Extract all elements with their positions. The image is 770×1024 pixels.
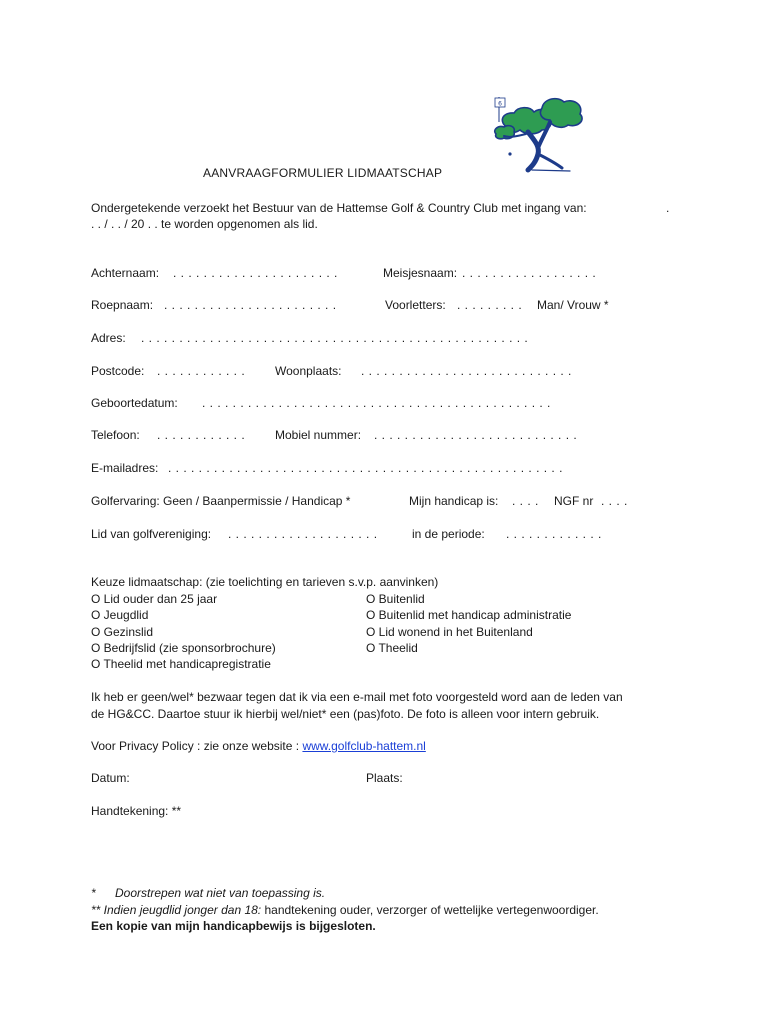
email-field[interactable]: . . . . . . . . . . . . . . . . . . . . . . . . . . . . . . . . . . . . . . . . . . . . . . . . . . . . — [168, 461, 563, 475]
flag-number: 6 — [498, 100, 502, 108]
privacy-policy — [91, 739, 426, 754]
achternaam-field[interactable]: . . . . . . . . . . . . . . . . . . . . . . — [173, 266, 338, 280]
membership-option[interactable]: O Buitenlid met handicap administratie — [366, 608, 572, 622]
footnote-2-italic: ** Indien jeugdlid jonger dan 18: — [91, 903, 262, 917]
woonplaats-label: Woonplaats: — [275, 364, 342, 378]
telefoon-field[interactable]: . . . . . . . . . . . . — [157, 428, 246, 442]
woonplaats-field[interactable]: . . . . . . . . . . . . . . . . . . . . . . . . . . . . — [361, 364, 572, 378]
form-title: AANVRAAGFORMULIER LIDMAATSCHAP — [203, 166, 443, 180]
handtekening-label: Handtekening: ** — [91, 804, 182, 818]
ngf-field[interactable]: . . . . — [601, 494, 628, 508]
meisjesnaam-label: Meisjesnaam: — [383, 266, 458, 280]
handicap-field[interactable]: . . . . — [512, 494, 539, 508]
intro-line-2: . . / . . / 20 . . te worden opgenomen als lid. — [91, 217, 318, 231]
meisjesnaam-field[interactable]: . . . . . . . . . . . . . . . . . . — [462, 266, 597, 280]
photo-consent-line-1: Ik heb er geen/wel* bezwaar tegen dat ik via een e-mail met foto voorgesteld word aan de leden van — [91, 690, 623, 704]
mobiel-field[interactable]: . . . . . . . . . . . . . . . . . . . . . . . . . . . — [374, 428, 578, 442]
roepnaam-field[interactable]: . . . . . . . . . . . . . . . . . . . . . . . — [164, 298, 337, 312]
intro-line-1: Ondergetekende verzoekt het Bestuur van de Hattemse Golf & Country Club met ingang van: — [91, 201, 587, 215]
voorletters-field[interactable]: . . . . . . . . . — [457, 298, 523, 312]
achternaam-label: Achternaam: — [91, 266, 160, 280]
golfervaring-choice[interactable]: Golfervaring: Geen / Baanpermissie / Handicap * — [91, 494, 351, 508]
photo-consent-line-2: de HG&CC. Daartoe stuur ik hierbij wel/niet* een (pas)foto. De foto is alleen voor intern gebruik. — [91, 707, 600, 721]
handicap-copy-note: Een kopie van mijn handicapbewijs is bijgesloten. — [91, 919, 376, 933]
membership-option[interactable]: O Buitenlid — [366, 592, 425, 606]
footnote-1: Doorstrepen wat niet van toepassing is. — [115, 886, 326, 900]
adres-field[interactable]: . . . . . . . . . . . . . . . . . . . . . . . . . . . . . . . . . . . . . . . . . . . . . . . . . . . — [141, 331, 529, 345]
intro-line-1-dot: . — [666, 201, 670, 215]
postcode-label: Postcode: — [91, 364, 145, 378]
plaats-label: Plaats: — [366, 771, 403, 785]
email-label: E-mailadres: — [91, 461, 159, 475]
privacy-text: Voor Privacy Policy : zie onze website : — [91, 739, 303, 753]
membership-option[interactable]: O Theelid met handicapregistratie — [91, 657, 271, 671]
mobiel-label: Mobiel nummer: — [275, 428, 362, 442]
membership-option[interactable]: O Jeugdlid — [91, 608, 149, 622]
lid-van-field[interactable]: . . . . . . . . . . . . . . . . . . . . — [228, 527, 378, 541]
periode-label: in de periode: — [412, 527, 485, 541]
footnote-2 — [91, 903, 599, 918]
roepnaam-label: Roepnaam: — [91, 298, 154, 312]
membership-option[interactable]: O Theelid — [366, 641, 418, 655]
membership-option[interactable]: O Lid ouder dan 25 jaar — [91, 592, 218, 606]
tree-logo-icon — [488, 92, 590, 174]
lid-van-label: Lid van golfvereniging: — [91, 527, 212, 541]
membership-option[interactable]: O Bedrijfslid (zie sponsorbrochure) — [91, 641, 276, 655]
footnote-1-mark: * — [91, 886, 96, 900]
footnote-2-rest: handtekening ouder, verzorger of wettelijke vertegenwoordiger. — [261, 903, 599, 917]
website-link[interactable]: www.golfclub-hattem.nl — [302, 739, 426, 753]
postcode-field[interactable]: . . . . . . . . . . . . — [157, 364, 246, 378]
geboortedatum-field[interactable]: . . . . . . . . . . . . . . . . . . . . . . . . . . . . . . . . . . . . . . . . . . . . . . — [202, 396, 551, 410]
voorletters-label: Voorletters: — [385, 298, 446, 312]
geboortedatum-label: Geboortedatum: — [91, 396, 178, 410]
geslacht-choice[interactable]: Man/ Vrouw * — [537, 298, 609, 312]
adres-label: Adres: — [91, 331, 126, 345]
handicap-label: Mijn handicap is: — [409, 494, 499, 508]
membership-option[interactable]: O Lid wonend in het Buitenland — [366, 625, 533, 639]
datum-label: Datum: — [91, 771, 130, 785]
telefoon-label: Telefoon: — [91, 428, 140, 442]
membership-heading: Keuze lidmaatschap: (zie toelichting en tarieven s.v.p. aanvinken) — [91, 575, 439, 589]
periode-field[interactable]: . . . . . . . . . . . . . — [506, 527, 602, 541]
ngf-label: NGF nr — [554, 494, 594, 508]
membership-option[interactable]: O Gezinslid — [91, 625, 154, 639]
